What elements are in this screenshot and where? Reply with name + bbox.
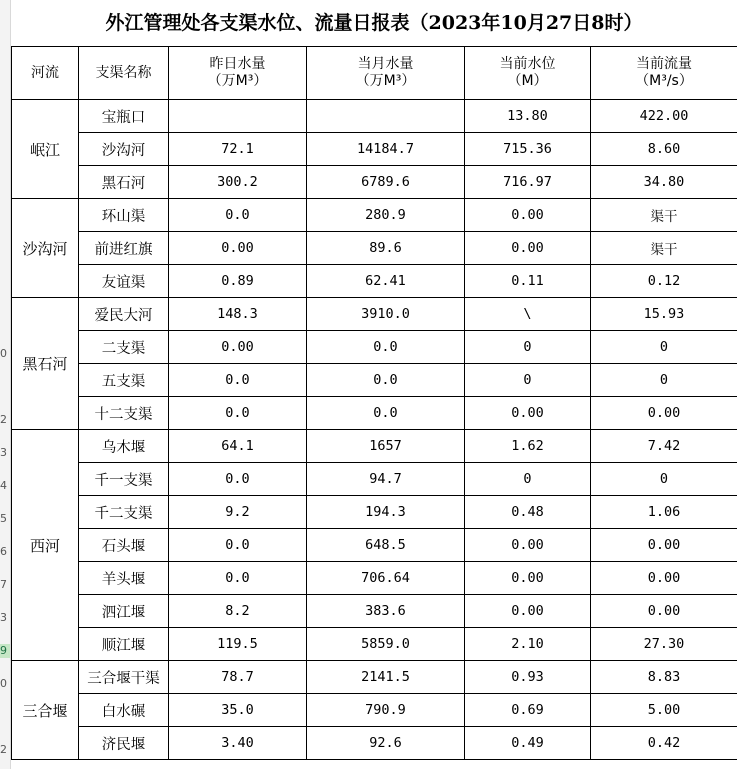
water-level-cell[interactable]: 0.00 [465,199,591,232]
table-row [12,463,737,496]
row-number: 3 [0,611,7,624]
water-level-cell[interactable]: 0.93 [465,661,591,694]
water-level-cell[interactable]: 0.00 [465,529,591,562]
month-volume-cell[interactable]: 383.6 [307,595,465,628]
flow-rate-cell[interactable]: 0.42 [591,727,737,760]
row-number: 4 [0,479,7,492]
yesterday-volume-cell[interactable]: 78.7 [169,661,307,694]
water-level-cell[interactable]: 0.49 [465,727,591,760]
canal-name-cell[interactable]: 顺江堰 [79,628,169,661]
month-volume-cell[interactable]: 706.64 [307,562,465,595]
flow-rate-cell[interactable]: 34.80 [591,166,737,199]
flow-rate-cell[interactable]: 0.00 [591,562,737,595]
header-yesterday-line1: 昨日水量 [209,56,266,72]
water-level-cell[interactable]: 0 [465,463,591,496]
flow-rate-cell[interactable]: 0.00 [591,595,737,628]
month-volume-cell[interactable]: 194.3 [307,496,465,529]
water-level-cell[interactable]: 0.00 [465,232,591,265]
river-cell[interactable]: 沙沟河 [12,199,79,298]
header-canal[interactable]: 支渠名称 [79,47,169,100]
month-volume-cell[interactable]: 790.9 [307,694,465,727]
water-level-cell[interactable]: 0.69 [465,694,591,727]
river-cell[interactable]: 西河 [12,430,79,661]
water-level-cell[interactable]: \ [465,298,591,331]
month-volume-cell[interactable] [307,100,465,133]
header-level-line2: （M） [507,73,548,89]
water-level-cell[interactable]: 13.80 [465,100,591,133]
row-number: 3 [0,446,7,459]
canal-name-cell[interactable]: 千二支渠 [79,496,169,529]
flow-rate-cell[interactable]: 1.06 [591,496,737,529]
header-flow-line1: 当前流量 [636,56,692,72]
water-level-cell[interactable]: 0 [465,364,591,397]
canal-name-cell[interactable]: 济民堰 [79,727,169,760]
river-cell[interactable]: 黑石河 [12,298,79,430]
month-volume-cell[interactable]: 94.7 [307,463,465,496]
row-number: 0 [0,677,7,690]
month-volume-cell[interactable]: 62.41 [307,265,465,298]
canal-name-cell[interactable]: 前进红旗 [79,232,169,265]
flow-rate-cell[interactable]: 7.42 [591,430,737,463]
table-row [12,628,737,661]
flow-rate-cell[interactable]: 15.93 [591,298,737,331]
yesterday-volume-cell[interactable]: 72.1 [169,133,307,166]
flow-rate-cell[interactable]: 0.00 [591,397,737,430]
row-number: 0 [0,347,7,360]
row-number-gutter [0,0,11,769]
row-number: 7 [0,578,7,591]
canal-name-cell[interactable]: 黑石河 [79,166,169,199]
water-report-table [11,46,737,760]
canal-name-cell[interactable]: 羊头堰 [79,562,169,595]
canal-name-cell[interactable]: 宝瓶口 [79,100,169,133]
flow-rate-cell[interactable]: 5.00 [591,694,737,727]
table-row [12,166,737,199]
header-yesterday-line2: （万M³） [207,73,268,89]
row-number: 6 [0,545,7,558]
header-row [12,47,737,100]
flow-rate-cell[interactable]: 0.12 [591,265,737,298]
table-row [12,364,737,397]
yesterday-volume-cell[interactable]: 0.89 [169,265,307,298]
water-level-cell[interactable]: 0.11 [465,265,591,298]
header-level-line1: 当前水位 [499,56,556,72]
header-month-line1: 当月水量 [357,56,414,72]
water-level-cell[interactable]: 0.00 [465,397,591,430]
yesterday-volume-cell[interactable]: 64.1 [169,430,307,463]
table-row [12,100,737,133]
header-flow-line2: （M³/s） [635,73,693,89]
month-volume-cell[interactable]: 2141.5 [307,661,465,694]
yesterday-volume-cell[interactable]: 8.2 [169,595,307,628]
canal-name-cell[interactable]: 千一支渠 [79,463,169,496]
month-volume-cell[interactable]: 280.9 [307,199,465,232]
canal-name-cell[interactable]: 白水碾 [79,694,169,727]
river-cell[interactable]: 三合堰 [12,661,79,760]
yesterday-volume-cell[interactable] [169,100,307,133]
water-level-cell[interactable]: 1.62 [465,430,591,463]
month-volume-cell[interactable]: 89.6 [307,232,465,265]
water-level-cell[interactable]: 716.97 [465,166,591,199]
canal-name-cell[interactable]: 二支渠 [79,331,169,364]
flow-rate-cell[interactable]: 0 [591,331,737,364]
month-volume-cell[interactable]: 6789.6 [307,166,465,199]
table-row [12,133,737,166]
canal-name-cell[interactable]: 三合堰干渠 [79,661,169,694]
month-volume-cell[interactable]: 1657 [307,430,465,463]
row-number: 9 [0,644,10,658]
yesterday-volume-cell[interactable]: 0.0 [169,562,307,595]
month-volume-cell[interactable]: 0.0 [307,397,465,430]
flow-rate-cell[interactable]: 8.83 [591,661,737,694]
table-row [12,661,737,694]
month-volume-cell[interactable]: 0.0 [307,364,465,397]
table-row [12,562,737,595]
yesterday-volume-cell[interactable]: 148.3 [169,298,307,331]
yesterday-volume-cell[interactable]: 0.0 [169,463,307,496]
yesterday-volume-cell[interactable]: 0.0 [169,529,307,562]
header-yesterday[interactable] [169,47,307,100]
table-row [12,727,737,760]
row-number: 5 [0,512,7,525]
yesterday-volume-cell[interactable]: 0.00 [169,232,307,265]
flow-rate-cell[interactable]: 8.60 [591,133,737,166]
yesterday-volume-cell[interactable]: 9.2 [169,496,307,529]
yesterday-volume-cell[interactable]: 0.00 [169,331,307,364]
flow-rate-cell[interactable]: 0 [591,463,737,496]
month-volume-cell[interactable]: 648.5 [307,529,465,562]
flow-rate-cell[interactable]: 渠干 [591,199,737,232]
canal-name-cell[interactable]: 友谊渠 [79,265,169,298]
row-number: 2 [0,413,7,426]
canal-name-cell[interactable]: 石头堰 [79,529,169,562]
canal-name-cell[interactable]: 爱民大河 [79,298,169,331]
header-river[interactable]: 河流 [12,47,79,100]
yesterday-volume-cell[interactable]: 0.0 [169,364,307,397]
header-month[interactable] [307,47,465,100]
table-row [12,496,737,529]
water-level-cell[interactable]: 0.48 [465,496,591,529]
month-volume-cell[interactable]: 3910.0 [307,298,465,331]
yesterday-volume-cell[interactable]: 119.5 [169,628,307,661]
yesterday-volume-cell[interactable]: 300.2 [169,166,307,199]
water-level-cell[interactable]: 0.00 [465,595,591,628]
month-volume-cell[interactable]: 92.6 [307,727,465,760]
table-row [12,529,737,562]
yesterday-volume-cell[interactable]: 3.40 [169,727,307,760]
table-row [12,595,737,628]
yesterday-volume-cell[interactable]: 0.0 [169,397,307,430]
row-number: 2 [0,743,7,756]
water-level-cell[interactable]: 715.36 [465,133,591,166]
table-row [12,232,737,265]
canal-name-cell[interactable]: 沙沟河 [79,133,169,166]
canal-name-cell[interactable]: 五支渠 [79,364,169,397]
flow-rate-cell[interactable]: 0 [591,364,737,397]
yesterday-volume-cell[interactable]: 35.0 [169,694,307,727]
table-row [12,199,737,232]
flow-rate-cell[interactable]: 422.00 [591,100,737,133]
table-row [12,397,737,430]
canal-name-cell[interactable]: 环山渠 [79,199,169,232]
river-cell[interactable]: 岷江 [12,100,79,199]
flow-rate-cell[interactable]: 0.00 [591,529,737,562]
yesterday-volume-cell[interactable]: 0.0 [169,199,307,232]
table-row [12,331,737,364]
report-title: 外江管理处各支渠水位、流量日报表（2023年10月27日8时） [105,12,643,34]
canal-name-cell[interactable]: 十二支渠 [79,397,169,430]
flow-rate-cell[interactable]: 渠干 [591,232,737,265]
month-volume-cell[interactable]: 0.0 [307,331,465,364]
header-level[interactable] [465,47,591,100]
water-level-cell[interactable]: 2.10 [465,628,591,661]
month-volume-cell[interactable]: 5859.0 [307,628,465,661]
header-month-line2: （万M³） [355,73,416,89]
table-row [12,430,737,463]
table-row [12,298,737,331]
canal-name-cell[interactable]: 泗江堰 [79,595,169,628]
canal-name-cell[interactable]: 乌木堰 [79,430,169,463]
flow-rate-cell[interactable]: 27.30 [591,628,737,661]
header-flow[interactable] [591,47,737,100]
month-volume-cell[interactable]: 14184.7 [307,133,465,166]
table-row [12,694,737,727]
water-level-cell[interactable]: 0.00 [465,562,591,595]
table-row [12,265,737,298]
water-level-cell[interactable]: 0 [465,331,591,364]
